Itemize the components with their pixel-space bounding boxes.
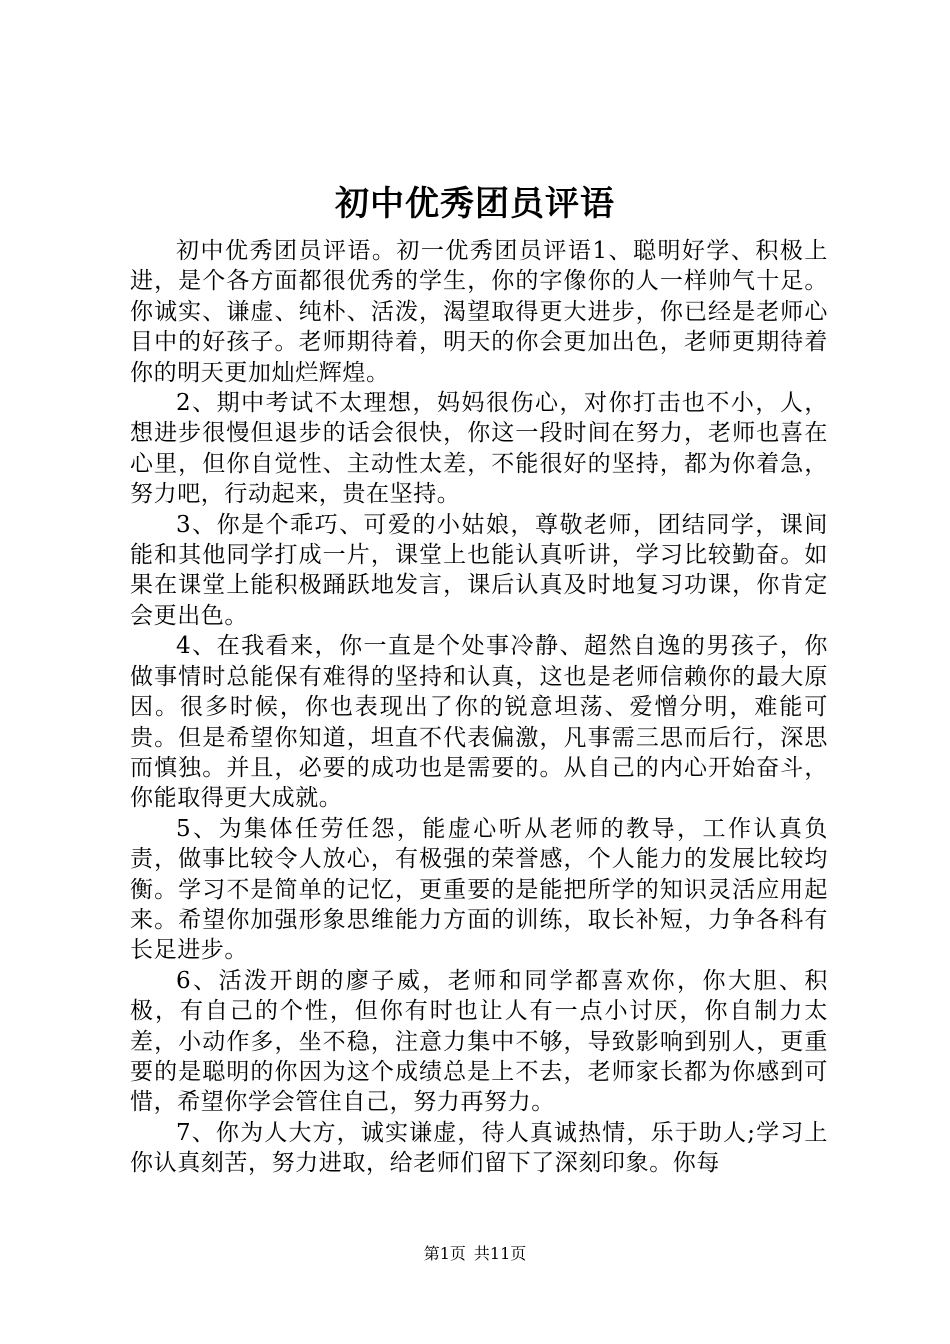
page-footer	[0, 1243, 950, 1265]
paragraph-3: 3、你是个乖巧、可爱的小姑娘，尊敬老师，团结同学，课间能和其他同学打成一片，课堂上也能认真听讲，学习比较勤奋。如果在课堂上能积极踊跃地发言，课后认真及时地复习功课，你肯定会更出色。	[130, 511, 828, 629]
paragraph-2: 2、期中考试不太理想，妈妈很伤心，对你打击也不小，人，想进步很慢但退步的话会很快，你这一段时间在努力，老师也喜在心里，但你自觉性、主动性太差，不能很好的坚持，都为你着急，努力吧，行动起来，贵在坚持。	[130, 390, 828, 508]
paragraph-6: 6、活泼开朗的廖子威，老师和同学都喜欢你，你大胆、积极，有自己的个性，但你有时也让人有一点小讨厌，你自制力太差，小动作多，坐不稳，注意力集中不够，导致影响到别人，更重要的是聪明的你因为这个成绩总是上不去，老师家长都为你感到可惜，希望你学会管住自己，努力再努力。	[130, 967, 828, 1116]
document-title: 初中优秀团员评语	[335, 184, 615, 224]
page-total: 共11页	[473, 1244, 527, 1263]
paragraph-7: 7、你为人大方，诚实谦虚，待人真诚热情，乐于助人;学习上你认真刻苦，努力进取，给老师们留下了深刻印象。你每	[130, 1119, 828, 1177]
paragraph-1: 初中优秀团员评语。初一优秀团员评语1、聪明好学、积极上进，是个各方面都很优秀的学生，你的字像你的人一样帅气十足。你诚实、谦虚、纯朴、活泼，渴望取得更大进步，你已经是老师心目中的好孩子。老师期待着，明天的你会更加出色，老师更期待着你的明天更加灿烂辉煌。	[130, 238, 828, 386]
document-body	[130, 236, 828, 1179]
paragraph-4: 4、在我看来，你一直是个处事冷静、超然自逸的男孩子，你做事情时总能保有难得的坚持和认真，这也是老师信赖你的最大原因。很多时候，你也表现出了你的锐意坦荡、爱憎分明，难能可贵。但是希望你知道，坦直不代表偏激，凡事需三思而后行，深思而慎独。并且，必要的成功也是需要的。从自己的内心开始奋斗，你能取得更大成就。	[130, 633, 828, 812]
paragraph-5: 5、为集体任劳任怨，能虚心听从老师的教导，工作认真负责，做事比较令人放心，有极强的荣誉感，个人能力的发展比较均衡。学习不是简单的记忆，更重要的是能把所学的知识灵活应用起来。希望你加强形象思维能力方面的训练，取长补短，力争各科有长足进步。	[130, 815, 828, 964]
page-number: 第1页	[423, 1244, 466, 1263]
